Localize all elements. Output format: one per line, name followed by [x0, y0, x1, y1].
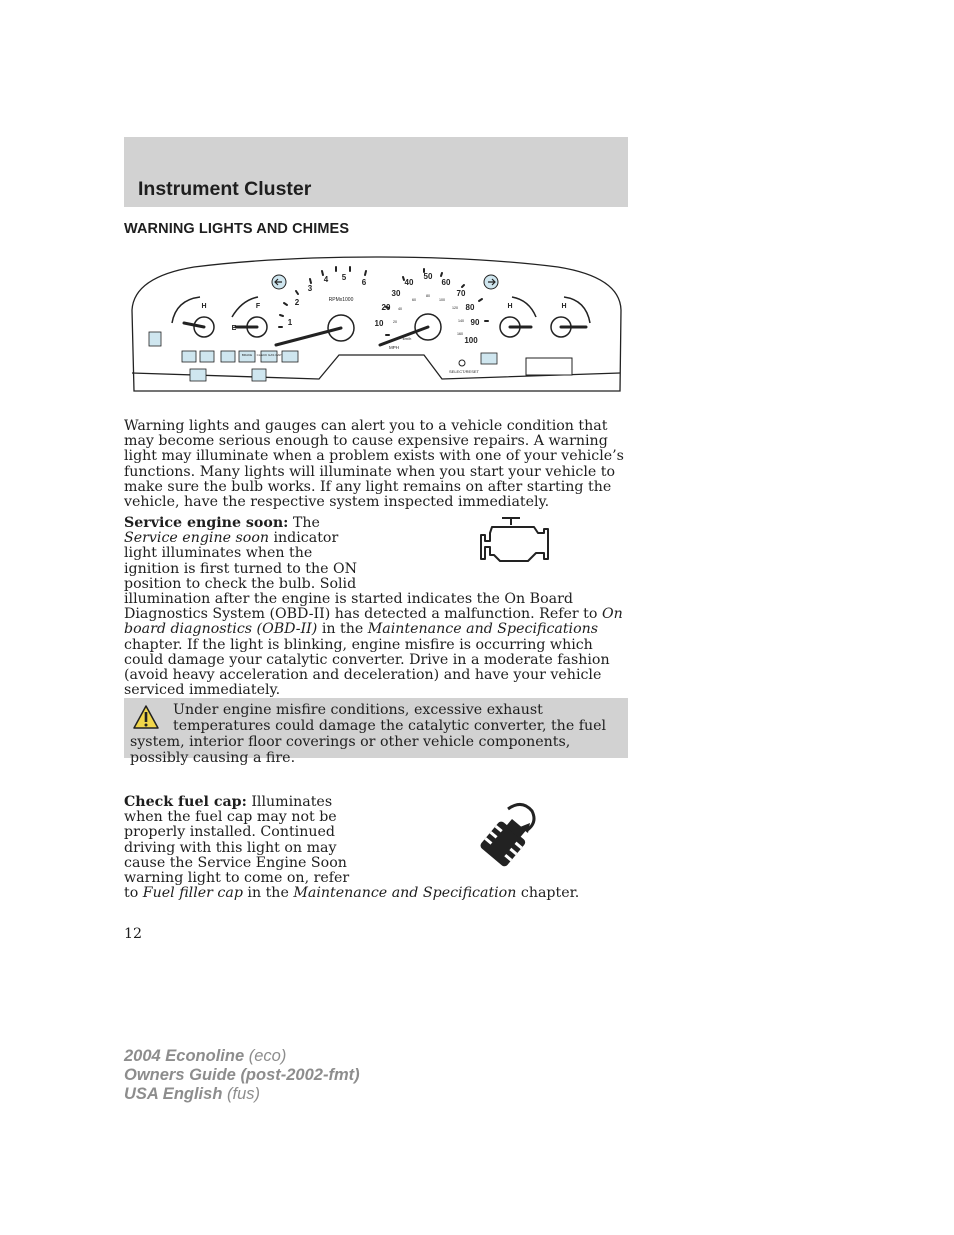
check-fuel-cap-label: Check fuel cap:	[124, 794, 247, 810]
section-heading: WARNING LIGHTS AND CHIMES	[124, 221, 350, 237]
kmh-number: 60	[412, 298, 416, 302]
seatbelt-icon	[252, 369, 266, 381]
warning-text: Under engine misfire conditions, excessive exhaust temperatures could damage the catalytic converter, the fuel system, interior floor coverings or other vehicle components, possibly causing a fire.	[130, 702, 607, 766]
select-reset-label: SELECT/RESET	[448, 369, 480, 374]
intro-paragraph: Warning lights and gauges can alert you to a vehicle condition that may become serious enough to cause expensive repairs. A warning light may illuminate when a problem exists with one of your vehicle’s functions. Many lights will illuminate when you start your vehicle to make sure the bulb works. If any light remains on after starting the vehicle, have the respective system inspected immediately.	[124, 418, 624, 511]
mph-number: 70	[456, 289, 466, 298]
mph-number: 60	[441, 278, 451, 287]
headlamp-icon	[481, 353, 497, 364]
mph-number: 20	[381, 303, 391, 312]
warning-text-block	[130, 702, 622, 766]
text-run: in the	[242, 885, 294, 902]
text-run: in the	[317, 621, 368, 638]
check-fuel-cap-label: CHECK GAS CAP	[256, 353, 282, 357]
italic-run: Maintenance and Specifications	[367, 621, 599, 638]
mph-number: 50	[423, 272, 433, 281]
page-title: Instrument Cluster	[138, 178, 312, 200]
fuel-cap-icon	[474, 797, 538, 869]
kmh-number: 160	[457, 332, 463, 336]
text-run: chapter. If the light is blinking, engine misfire is occurring which could damage your catalytic converter. Drive in a moderate fashion (avoid heavy acceleration and deceleration) and have your vehicle serviced immediately.	[124, 636, 610, 699]
fuel-empty-letter: E	[231, 325, 237, 332]
right-hot-letter: H	[507, 303, 513, 310]
door-icon	[149, 332, 161, 346]
warning-box	[124, 698, 628, 766]
kmh-number: 100	[439, 298, 445, 302]
rpm-label: RPMx1000	[328, 297, 354, 303]
page-number: 12	[124, 926, 143, 942]
fuel-icon	[221, 351, 235, 362]
abs-icon	[190, 369, 206, 381]
mph-number: 90	[470, 318, 480, 327]
footer-language-code: (fus)	[222, 1085, 260, 1103]
tach-number: 5	[341, 273, 347, 282]
kmh-number: 120	[452, 306, 458, 310]
tach-number: 2	[294, 298, 300, 307]
check-fuel-cap-paragraph	[124, 795, 628, 901]
footer-line	[124, 1085, 360, 1104]
fuel-full-letter: F	[255, 303, 261, 310]
footer-guide: Owners Guide (post-2002-fmt)	[124, 1066, 360, 1084]
battery-icon	[282, 351, 298, 362]
footer-model: 2004 Econoline	[124, 1047, 245, 1065]
mph-label: MPH	[389, 345, 399, 350]
header-band	[124, 137, 628, 207]
text-run: indicator light illuminates when the ignition is first turned to the ON position to check the bulb. Solid illumination after the engine is started indicates the On Board Diagnostics System (OBD-II) has detected a malfunction. Refer to	[124, 530, 602, 623]
airbag-icon	[182, 351, 196, 362]
italic-run: Service engine soon	[124, 530, 269, 547]
text-run: chapter.	[516, 885, 580, 902]
mph-number: 10	[374, 319, 384, 328]
right-hot-letter: H	[561, 303, 567, 310]
italic-run: Fuel filler cap	[142, 885, 243, 902]
mph-number: 80	[465, 303, 475, 312]
temp-hot-letter: H	[201, 303, 207, 310]
tach-number: 6	[361, 278, 367, 287]
tach-number: 1	[287, 318, 293, 327]
kmh-label: km/h	[402, 336, 412, 341]
tach-number: 4	[323, 275, 329, 284]
engine-icon	[200, 351, 214, 362]
mph-number: 30	[391, 289, 401, 298]
italic-run: Maintenance and Specification	[293, 885, 517, 902]
text-run: Illuminates when the fuel cap may not be properly installed. Continued driving with this light on may cause the Service Engine Soon warning light to come on, refer to	[124, 794, 350, 902]
kmh-number: 40	[398, 307, 402, 311]
kmh-number: 140	[458, 319, 464, 323]
select-reset-button	[459, 360, 465, 366]
mph-number: 100	[464, 336, 478, 345]
italic-run: On board diagnostics (OBD-II)	[124, 606, 623, 638]
footer-line	[124, 1066, 360, 1085]
tach-number: 3	[307, 284, 313, 293]
message-display	[526, 358, 572, 375]
icon-spacer	[130, 702, 173, 732]
instrument-cluster-illustration	[124, 255, 628, 393]
mph-number: 40	[404, 278, 414, 287]
text-run: The	[288, 515, 320, 531]
footer	[124, 1047, 360, 1104]
kmh-number: 80	[426, 294, 430, 298]
brake-label: BRAKE	[241, 353, 253, 357]
footer-model-code: (eco)	[244, 1047, 287, 1065]
engine-icon	[478, 515, 554, 567]
service-engine-soon-label: Service engine soon:	[124, 515, 289, 531]
footer-language: USA English	[124, 1085, 223, 1103]
kmh-number: 20	[393, 320, 397, 324]
footer-line	[124, 1047, 360, 1066]
